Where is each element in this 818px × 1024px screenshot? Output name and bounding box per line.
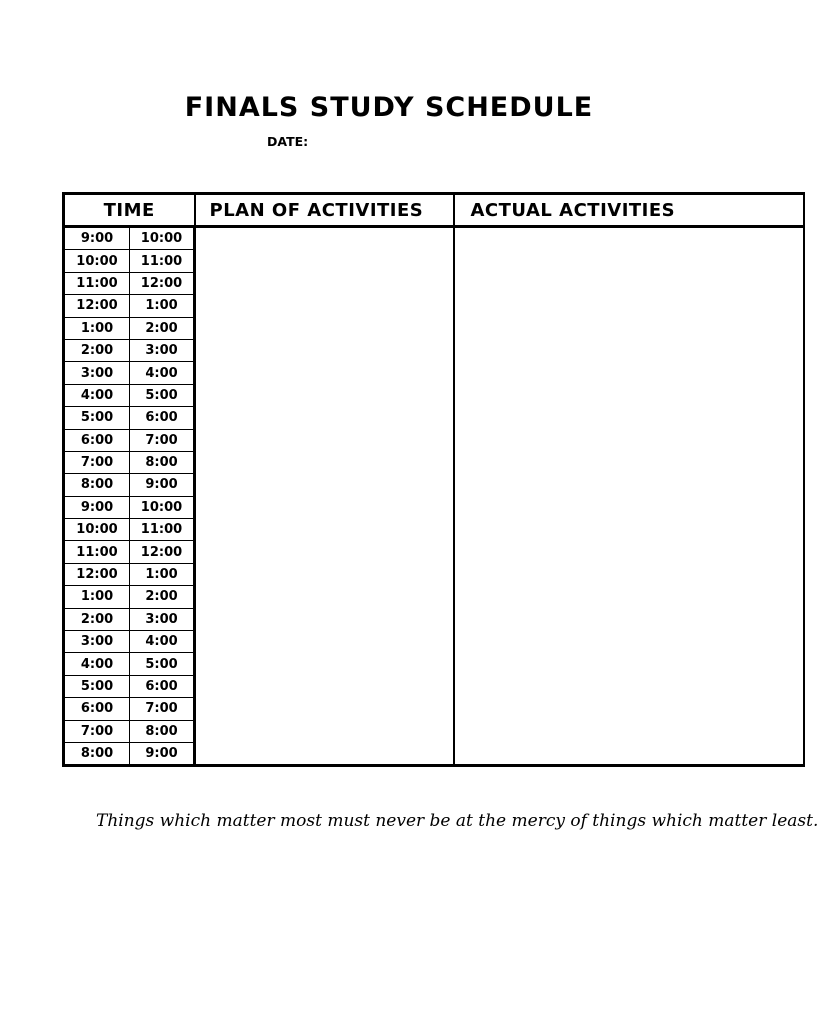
start-time-cell: 11:00 <box>64 541 130 563</box>
actual-column-area <box>454 227 804 766</box>
start-time-cell: 6:00 <box>64 429 130 451</box>
end-time-cell: 9:00 <box>130 742 195 765</box>
end-time-cell: 9:00 <box>130 474 195 496</box>
end-time-cell: 3:00 <box>130 608 195 630</box>
plan-header: PLAN OF ACTIVITIES <box>195 194 454 227</box>
end-time-cell: 6:00 <box>130 407 195 429</box>
start-time-cell: 1:00 <box>64 317 130 339</box>
start-time-cell: 10:00 <box>64 519 130 541</box>
end-time-cell: 4:00 <box>130 362 195 384</box>
start-time-cell: 12:00 <box>64 563 130 585</box>
start-time-cell: 1:00 <box>64 586 130 608</box>
end-time-cell: 11:00 <box>130 250 195 272</box>
end-time-cell: 12:00 <box>130 272 195 294</box>
start-time-cell: 5:00 <box>64 407 130 429</box>
page-title: FINALS STUDY SCHEDULE <box>184 92 594 123</box>
start-time-cell: 12:00 <box>64 295 130 317</box>
end-time-cell: 5:00 <box>130 384 195 406</box>
end-time-cell: 3:00 <box>130 339 195 361</box>
end-time-cell: 8:00 <box>130 720 195 742</box>
start-time-cell: 2:00 <box>64 339 130 361</box>
end-time-cell: 1:00 <box>130 563 195 585</box>
schedule-sheet <box>62 192 676 789</box>
start-time-cell: 10:00 <box>64 250 130 272</box>
table-row <box>64 227 804 250</box>
end-time-cell: 2:00 <box>130 586 195 608</box>
plan-column-area <box>195 227 454 766</box>
end-time-cell: 10:00 <box>130 227 195 250</box>
start-time-cell: 8:00 <box>64 474 130 496</box>
actual-header: ACTUAL ACTIVITIES <box>454 194 804 227</box>
schedule-table <box>62 192 805 767</box>
schedule-body <box>64 227 804 766</box>
end-time-cell: 7:00 <box>130 429 195 451</box>
end-time-cell: 7:00 <box>130 698 195 720</box>
start-time-cell: 7:00 <box>64 720 130 742</box>
end-time-cell: 12:00 <box>130 541 195 563</box>
end-time-cell: 10:00 <box>130 496 195 518</box>
start-time-cell: 4:00 <box>64 384 130 406</box>
start-time-cell: 9:00 <box>64 227 130 250</box>
start-time-cell: 5:00 <box>64 675 130 697</box>
end-time-cell: 4:00 <box>130 631 195 653</box>
end-time-cell: 2:00 <box>130 317 195 339</box>
end-time-cell: 11:00 <box>130 519 195 541</box>
start-time-cell: 4:00 <box>64 653 130 675</box>
end-time-cell: 1:00 <box>130 295 195 317</box>
start-time-cell: 11:00 <box>64 272 130 294</box>
start-time-cell: 7:00 <box>64 451 130 473</box>
end-time-cell: 8:00 <box>130 451 195 473</box>
start-time-cell: 3:00 <box>64 362 130 384</box>
start-time-cell: 6:00 <box>64 698 130 720</box>
start-time-cell: 9:00 <box>64 496 130 518</box>
end-time-cell: 5:00 <box>130 653 195 675</box>
start-time-cell: 2:00 <box>64 608 130 630</box>
start-time-cell: 8:00 <box>64 742 130 765</box>
header-row <box>64 194 804 227</box>
date-label: DATE: <box>267 134 309 149</box>
time-header: TIME <box>64 194 195 227</box>
start-time-cell: 3:00 <box>64 631 130 653</box>
end-time-cell: 6:00 <box>130 675 195 697</box>
quote-text: Things which matter most must never be at the mercy of things which matter least. <box>96 811 818 831</box>
